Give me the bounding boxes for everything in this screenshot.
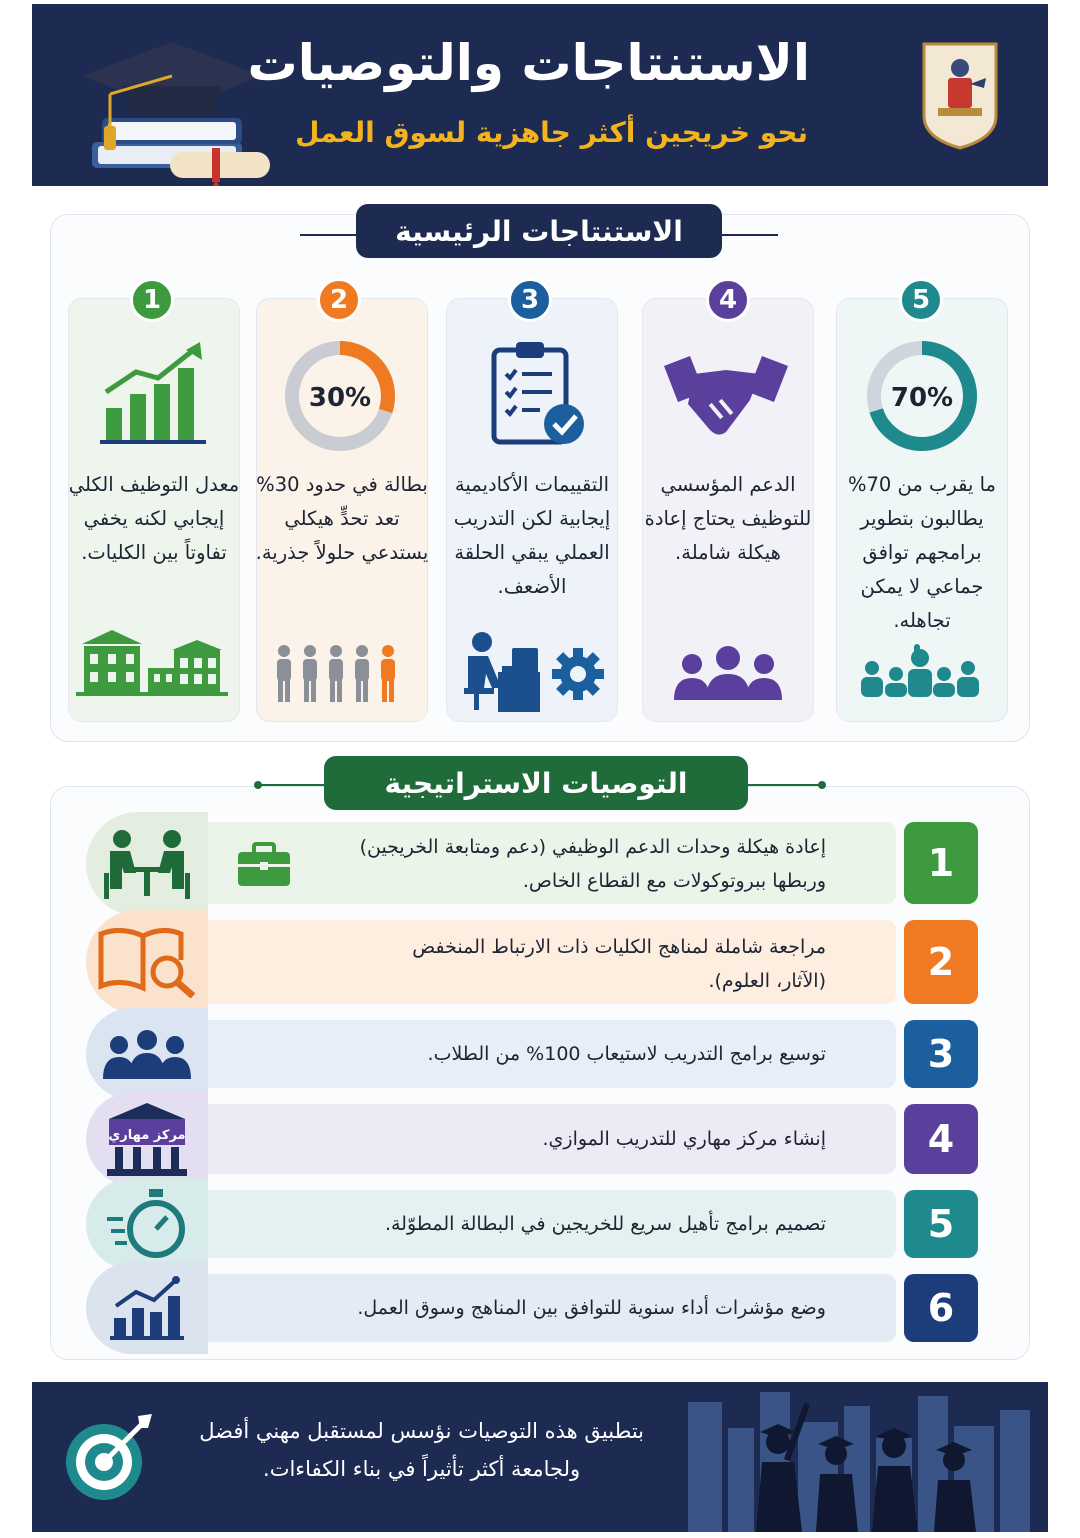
- recommendation-text-2a: مراجعة شاملة لمناهج الكليات ذات الارتباط المنخفض: [412, 936, 826, 958]
- clipboard-check-icon: [488, 338, 588, 448]
- stat-30: 30%: [308, 383, 372, 413]
- recommendation-number-6: 6: [904, 1274, 978, 1342]
- divider-line: [300, 234, 356, 236]
- graduates-skyline-icon: [668, 1382, 1048, 1532]
- donut-30-icon: [282, 338, 398, 454]
- recommendation-text-4: إنشاء مركز مهاري للتدريب الموازي.: [542, 1128, 826, 1150]
- recommendation-number-1: 1: [904, 822, 978, 904]
- conclusions-title: الاستنتاجات الرئيسية: [356, 204, 722, 258]
- divider-line: [722, 234, 778, 236]
- recommendation-text-1a: إعادة هيكلة وحدات الدعم الوظيفي (دعم ومتابعة الخريجين): [359, 836, 826, 858]
- footer-line-2: ولجامعة أكثر تأثيراً في بناء الكفاءات.: [263, 1457, 581, 1481]
- team-icon: [103, 1029, 191, 1079]
- conclusion-number-5: 5: [899, 278, 943, 322]
- footer-line-1: بتطبيق هذه التوصيات نؤسس لمستقبل مهني أفضل: [199, 1419, 644, 1443]
- growth-chart-icon: [96, 338, 212, 446]
- footer-message: [199, 1412, 644, 1488]
- conclusion-number-1: 1: [130, 278, 174, 322]
- recommendation-row-2: [200, 920, 896, 1004]
- conclusion-text-5: ما يقرب من 70% يطالبون بتطوير برامجهم توافق جماعي لا يمكن تجاهله.: [847, 473, 997, 632]
- recommendation-icon-1: [86, 812, 208, 916]
- university-buildings-icon: [76, 628, 228, 698]
- recommendation-text-3: توسيع برامج التدريب لاستيعاب 100% من الطلاب.: [427, 1043, 826, 1065]
- recommendation-row-6: [200, 1274, 896, 1342]
- recommendation-number-2: 2: [904, 920, 978, 1004]
- divider-dot: [254, 781, 262, 789]
- recommendation-number-4: 4: [904, 1104, 978, 1174]
- recommendations-title: التوصيات الاستراتيجية: [324, 756, 748, 810]
- header-banner: [32, 4, 1048, 186]
- kpi-chart-icon: [110, 1276, 184, 1340]
- conclusion-text-2: بطالة في حدود 30% تعد تحدٍّ هيكلي يستدعي حلولاً جذرية.: [255, 473, 429, 564]
- recommendation-number-3: 3: [904, 1020, 978, 1088]
- page-subtitle: نحو خريجين أكثر جاهزية لسوق العمل: [295, 116, 808, 149]
- stat-70: 70%: [890, 383, 954, 413]
- voting-people-icon: [858, 644, 982, 700]
- briefcase-icon: [236, 842, 292, 888]
- recommendation-icon-3: [86, 1008, 208, 1100]
- recommendation-text-2b: (الآثار، العلوم).: [708, 970, 826, 992]
- recommendation-icon-6: [86, 1262, 208, 1354]
- conclusion-number-3: 3: [508, 278, 552, 322]
- recommendation-text-5: تصميم برامج تأهيل سريع للخريجين في البطالة المطوّلة.: [384, 1213, 826, 1235]
- recommendation-icon-2: [86, 910, 208, 1014]
- skills-center-label: مركز مهاري: [108, 1128, 186, 1143]
- handshake-icon: [664, 352, 788, 440]
- stopwatch-icon: [107, 1189, 187, 1259]
- recommendation-icon-4: [86, 1092, 208, 1186]
- skills-center-building-icon: [105, 1101, 189, 1177]
- people-group-icon: [670, 644, 786, 700]
- conclusion-text-4: الدعم المؤسسي للتوظيف يحتاج إعادة هيكلة شاملة.: [644, 473, 812, 564]
- divider-dot: [818, 781, 826, 789]
- target-icon: [60, 1412, 154, 1506]
- desk-worker-gear-icon: [458, 630, 608, 712]
- university-logo-icon: [920, 38, 1000, 150]
- recommendation-text-1b: وربطها ببروتوكولات مع القطاع الخاص.: [522, 870, 826, 892]
- divider-line: [748, 784, 820, 786]
- conclusion-text-1: معدل التوظيف الكلي إيجابي لكنه يخفي تفاوتاً بين الكليات.: [68, 473, 240, 564]
- recommendation-icon-5: [86, 1178, 208, 1270]
- book-search-icon: [97, 926, 197, 998]
- conclusion-text-3: التقييمات الأكاديمية إيجابية لكن التدريب العملي يبقي الحلقة الأضعف.: [453, 473, 611, 598]
- recommendation-row-1: [200, 822, 896, 904]
- footer-banner: [32, 1382, 1048, 1532]
- conclusion-number-4: 4: [706, 278, 750, 322]
- donut-70-icon: [864, 338, 980, 454]
- recommendation-row-3: [200, 1020, 896, 1088]
- recommendation-number-5: 5: [904, 1190, 978, 1258]
- recommendation-row-4: [200, 1104, 896, 1174]
- people-row-icon: [274, 644, 404, 704]
- conclusion-number-2: 2: [317, 278, 361, 322]
- recommendation-row-5: [200, 1190, 896, 1258]
- recommendation-text-6: وضع مؤشرات أداء سنوية للتوافق بين المناهج وسوق العمل.: [357, 1297, 826, 1319]
- divider-line: [260, 784, 324, 786]
- meeting-icon: [100, 827, 194, 901]
- page-title: الاستنتاجات والتوصيات: [247, 34, 810, 92]
